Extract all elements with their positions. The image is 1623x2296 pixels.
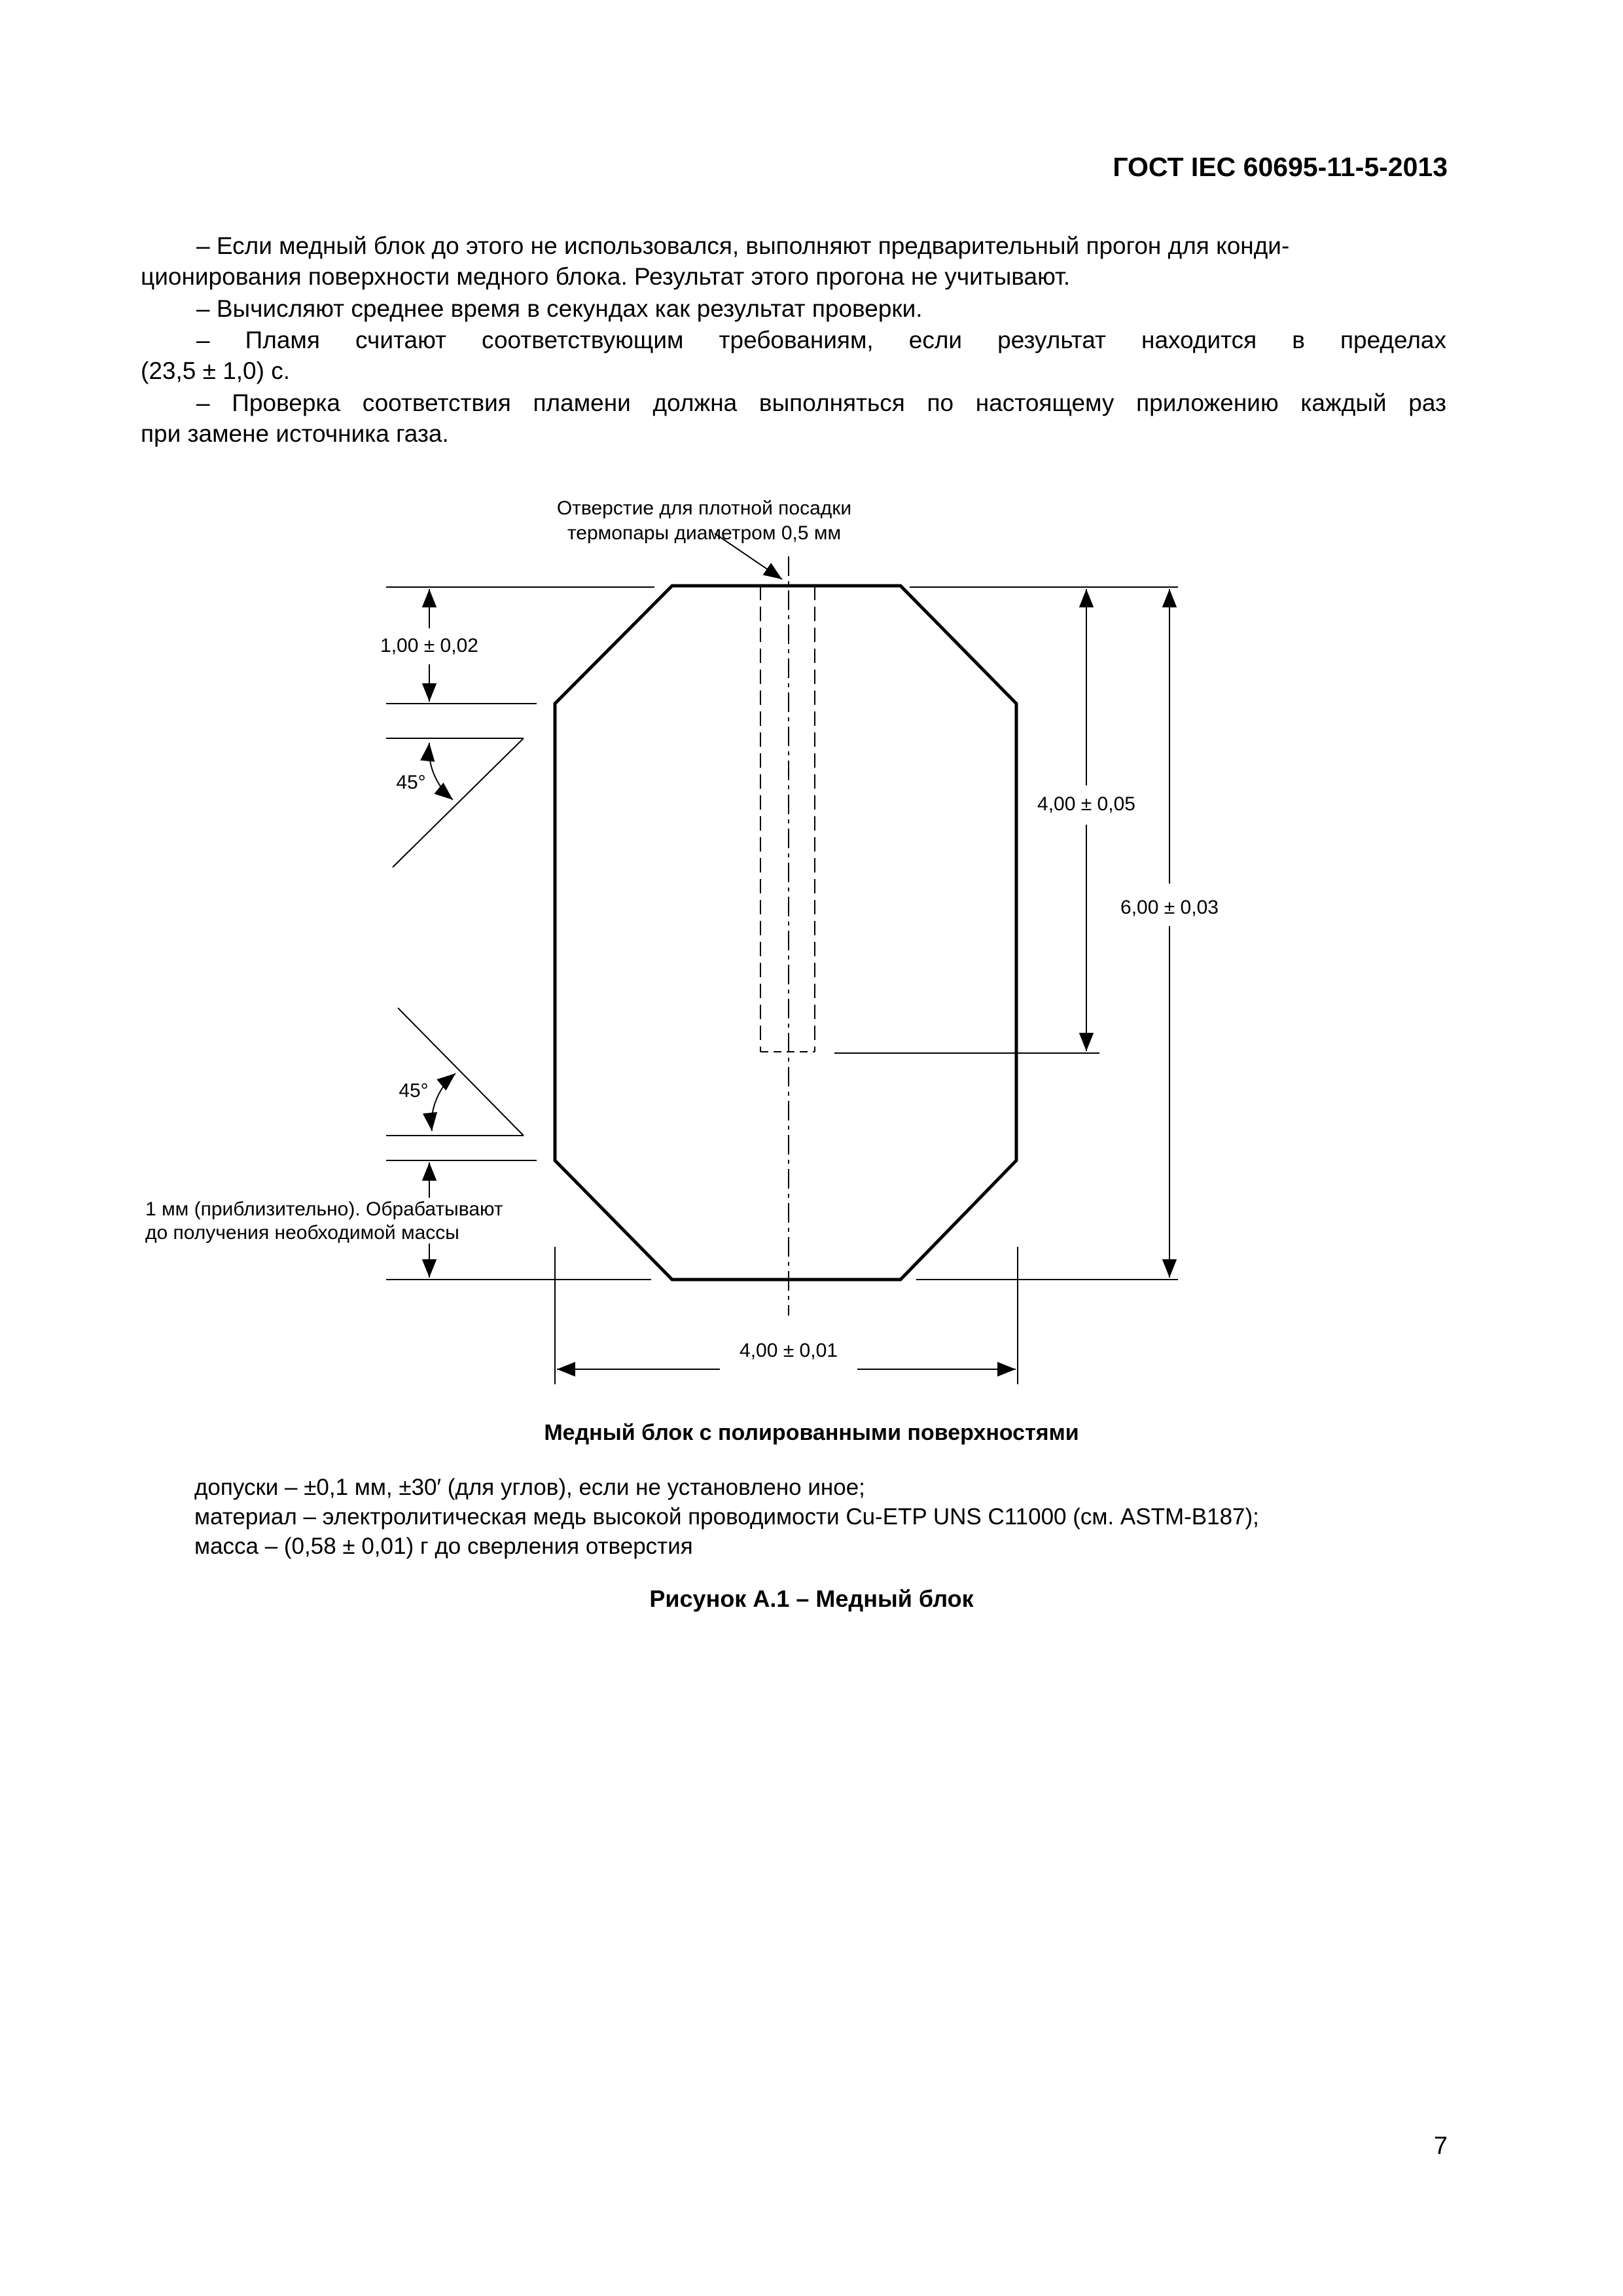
angle-top-label: 45° [396,772,426,793]
block-outline [555,586,1016,1280]
hole-label-line2: термопары диаметром 0,5 мм [567,522,842,544]
notes [194,1473,1259,1561]
paragraph-line: – Вычисляют среднее время в секундах как результат проверки. [196,295,923,322]
figure-title: Рисунок А.1 – Медный блок [649,1585,974,1612]
angle-bottom-label: 45° [399,1080,429,1102]
drawing-caption: Медный блок с полированными поверхностями [544,1420,1079,1445]
note-material: материал – электролитическая медь высокой проводимости Cu-ETP UNS C11000 (см. ASTM-B187); [194,1504,1259,1530]
angle-bottom-arc [431,1073,455,1131]
note-mass: масса – (0,58 ± 0,01) г до сверления отверстия [194,1534,693,1559]
dim-top-chamfer-label: 1,00 ± 0,02 [380,635,478,656]
paragraph-line: при замене источника газа. [141,420,449,447]
hole-label-line1: Отверстие для плотной посадки [556,497,852,519]
angle-bottom-line [398,1008,524,1136]
bottom-label-line2: до получения необходимой массы [145,1222,459,1244]
dim-width-label: 4,00 ± 0,01 [740,1340,838,1361]
note-tolerances: допуски – ±0,1 мм, ±30′ (для углов), если не установлено иное; [194,1475,865,1500]
paragraph-line: – Пламя считают соответствующим требованиям, если результат находится в пределах [196,327,1446,353]
angle-top-line [393,738,524,867]
paragraph-line: (23,5 ± 1,0) с. [141,357,291,384]
paragraph-line: – Проверка соответствия пламени должна выполняться по настоящему приложению каждый раз [196,389,1446,416]
paragraph-line: – Если медный блок до этого не использовался, выполняют предварительный прогон для конди- [196,232,1290,259]
document-header: ГОСТ IEC 60695-11-5-2013 [1113,152,1448,182]
page-number: 7 [1433,2132,1448,2160]
paragraph-line: ционирования поверхности медного блока. Результат этого прогона не учитывают. [141,263,1071,290]
dim-hole-depth-label: 4,00 ± 0,05 [1037,793,1135,815]
angle-top-arc [429,743,453,800]
dim-height-label: 6,00 ± 0,03 [1120,897,1219,918]
bottom-label-line1: 1 мм (приблизительно). Обрабатывают [145,1198,503,1220]
